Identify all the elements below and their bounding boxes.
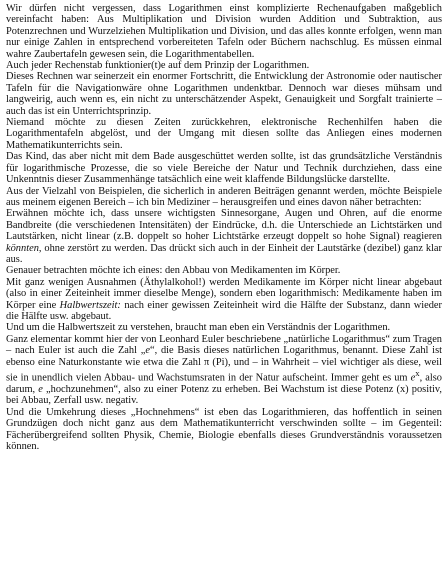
paragraph-5 [6,151,442,185]
paragraph-12 [6,407,442,453]
text-segment: Ganz elementar kommt hier der von Leonhard Euler beschriebene „natürliche Logarithmus“ zum Tragen – nach Euler ist auch die Zahl „ [6,333,442,357]
text-segment: „hochzunehmen“, also zu einer Potenz zu erheben. Bei Wachstum ist diese Potenz (x) positiv, bei Abbau, Zerfall usw. negativ. [6,383,442,407]
paragraph-3 [6,71,442,117]
text-segment: Genauer betrachten möchte ich eines: den Abbau von Medikamenten im Körper. [6,265,341,277]
text-segment: Und die Umkehrung dieses „Hochnehmens“ ist eben das Logarithmieren, das hoffentlich in seinen Grundzügen doch nicht ganz aus dem Mathematikunterricht verschwinden sollte – im Gegenteil: Fächerübergreifend sollten Physik, Chemie, Biologie ebenfalls dieses Grundverständnis voraussetzen können. [6,406,442,452]
text-segment: Erwähnen möchte ich, dass unsere wichtigsten Sinnesorgane, Augen und Ohren, auf die enorme Bandbreite (die verschiedenen Intensitäten) der Eindrücke, d.h. die Unterschiede an Lichtstärken und Lautstärken, nicht linear (z.B. doppelt so hoher Lichtstärke erzeugt doppelt so hohe Signal) reagieren [6,208,442,243]
text-segment: Niemand möchte zu diesen Zeiten zurückkehren, elektronische Rechenhilfen haben die Logarithmentafeln abgelöst, und der Umgang mit diesen sollte das Anliegen eines modernen Mathematikunterrichts sein. [6,117,442,151]
paragraph-9 [6,277,442,323]
text-segment: Aus der Vielzahl von Beispielen, die sicherlich in anderen Beiträgen genannt werden, möchte Beispiele aus meinem eigenen Bereich – ich bin Mediziner – herausgreifen und eines davon näher betrachten: [6,185,442,208]
paragraph-2 [6,60,442,71]
superscript-text: x [415,368,420,378]
paragraph-6 [6,186,442,209]
paragraph-7 [6,208,442,265]
italic-text: e [410,372,416,384]
text-segment: Dieses Rechnen war seinerzeit ein enormer Fortschritt, die Entwicklung der Astronomie oder nautischer Tafeln für die Navigationwäre ohne Logarithmen undenktbar. Dennoch war dieses mühsam und langweirig, auch wenn es, ein nicht zu unterschätzender Aspekt, Genauigkeit und Sorgfalt trainierte – auch das ist ein Unterrichtsprinzip. [6,71,442,117]
italic-text: e [145,345,150,357]
paragraph-8 [6,265,442,276]
text-segment: , ohne zerstört zu werden. Das drückt sich auch in der Einheit der Lautstärke (dezibel) ganz klar aus. [6,242,442,265]
text-segment: Auch jeder Rechenstab funktionier(t)e auf dem Prinzip der Logarithmen. [6,60,310,72]
text-segment: nach einer gewissen Zeiteinheit wird die Hälfte der Substanz, dann wieder die Hälfte usw. abgebaut. [6,299,442,322]
paragraph-1 [6,3,442,60]
text-segment: “, die Basis dieses natürlichen Logarithmus, benannt. Diese Zahl ist ebenso eine Naturkonstante wie etwa die Zahl π (Pi), und – in Wahrheit – viel wichtiger als diese, weil sie in unendlich vielen Abbau- und Wachstumsraten in der Natur aufscheint. Immer geht es um [6,345,442,384]
paragraph-4 [6,117,442,151]
text-segment: Mit ganz wenigen Ausnahmen (Äthylalkohol!) werden Medikamente im Körper nicht linear abgebaut (also in einer Zeiteinheit immer dieselbe Menge), sondern eben logarithmisch: Medikamente haben im Körper eine [6,276,442,311]
italic-text: Halbwertszeit: [59,299,121,311]
text-segment: Das Kind, das aber nicht mit dem Bade ausgeschüttet werden sollte, ist das grundsätzliche Verständnis für logarithmische Prozesse, die so viele Bereiche der Natur und Technik durchziehen, dass eine Unkenntnis dieser Zusammenhänge tatsächlich eine weit klaffende Bildungslücke darstellte. [6,151,442,186]
paragraph-11 [6,334,442,407]
italic-text: könnten [6,242,39,254]
italic-text: e [38,383,43,395]
text-segment: Und um die Halbwertszeit zu verstehen, braucht man eben ein Verständnis der Logarithmen. [6,322,391,334]
text-segment: Wir dürfen nicht vergessen, dass Logarithmen einst komplizierte Rechenaufgaben maßgeblich vereinfacht haben: Aus Multiplikation und Division wurden Addition und Subtraktion, aus Potenzrechnen und Wurzelziehen Multiplikation und Division, und das alles konnte erfolgen, wenn man nur einige Zahlen in entsprechend vorbereiteten Tafeln oder Büchern nachschlug. Es müssen einmal wahre Zaubertafeln gewesen sein, die Logarithmentabellen. [6,3,442,60]
document-body [6,3,442,452]
text-segment: , also darum, [6,372,443,395]
paragraph-10 [6,322,442,333]
